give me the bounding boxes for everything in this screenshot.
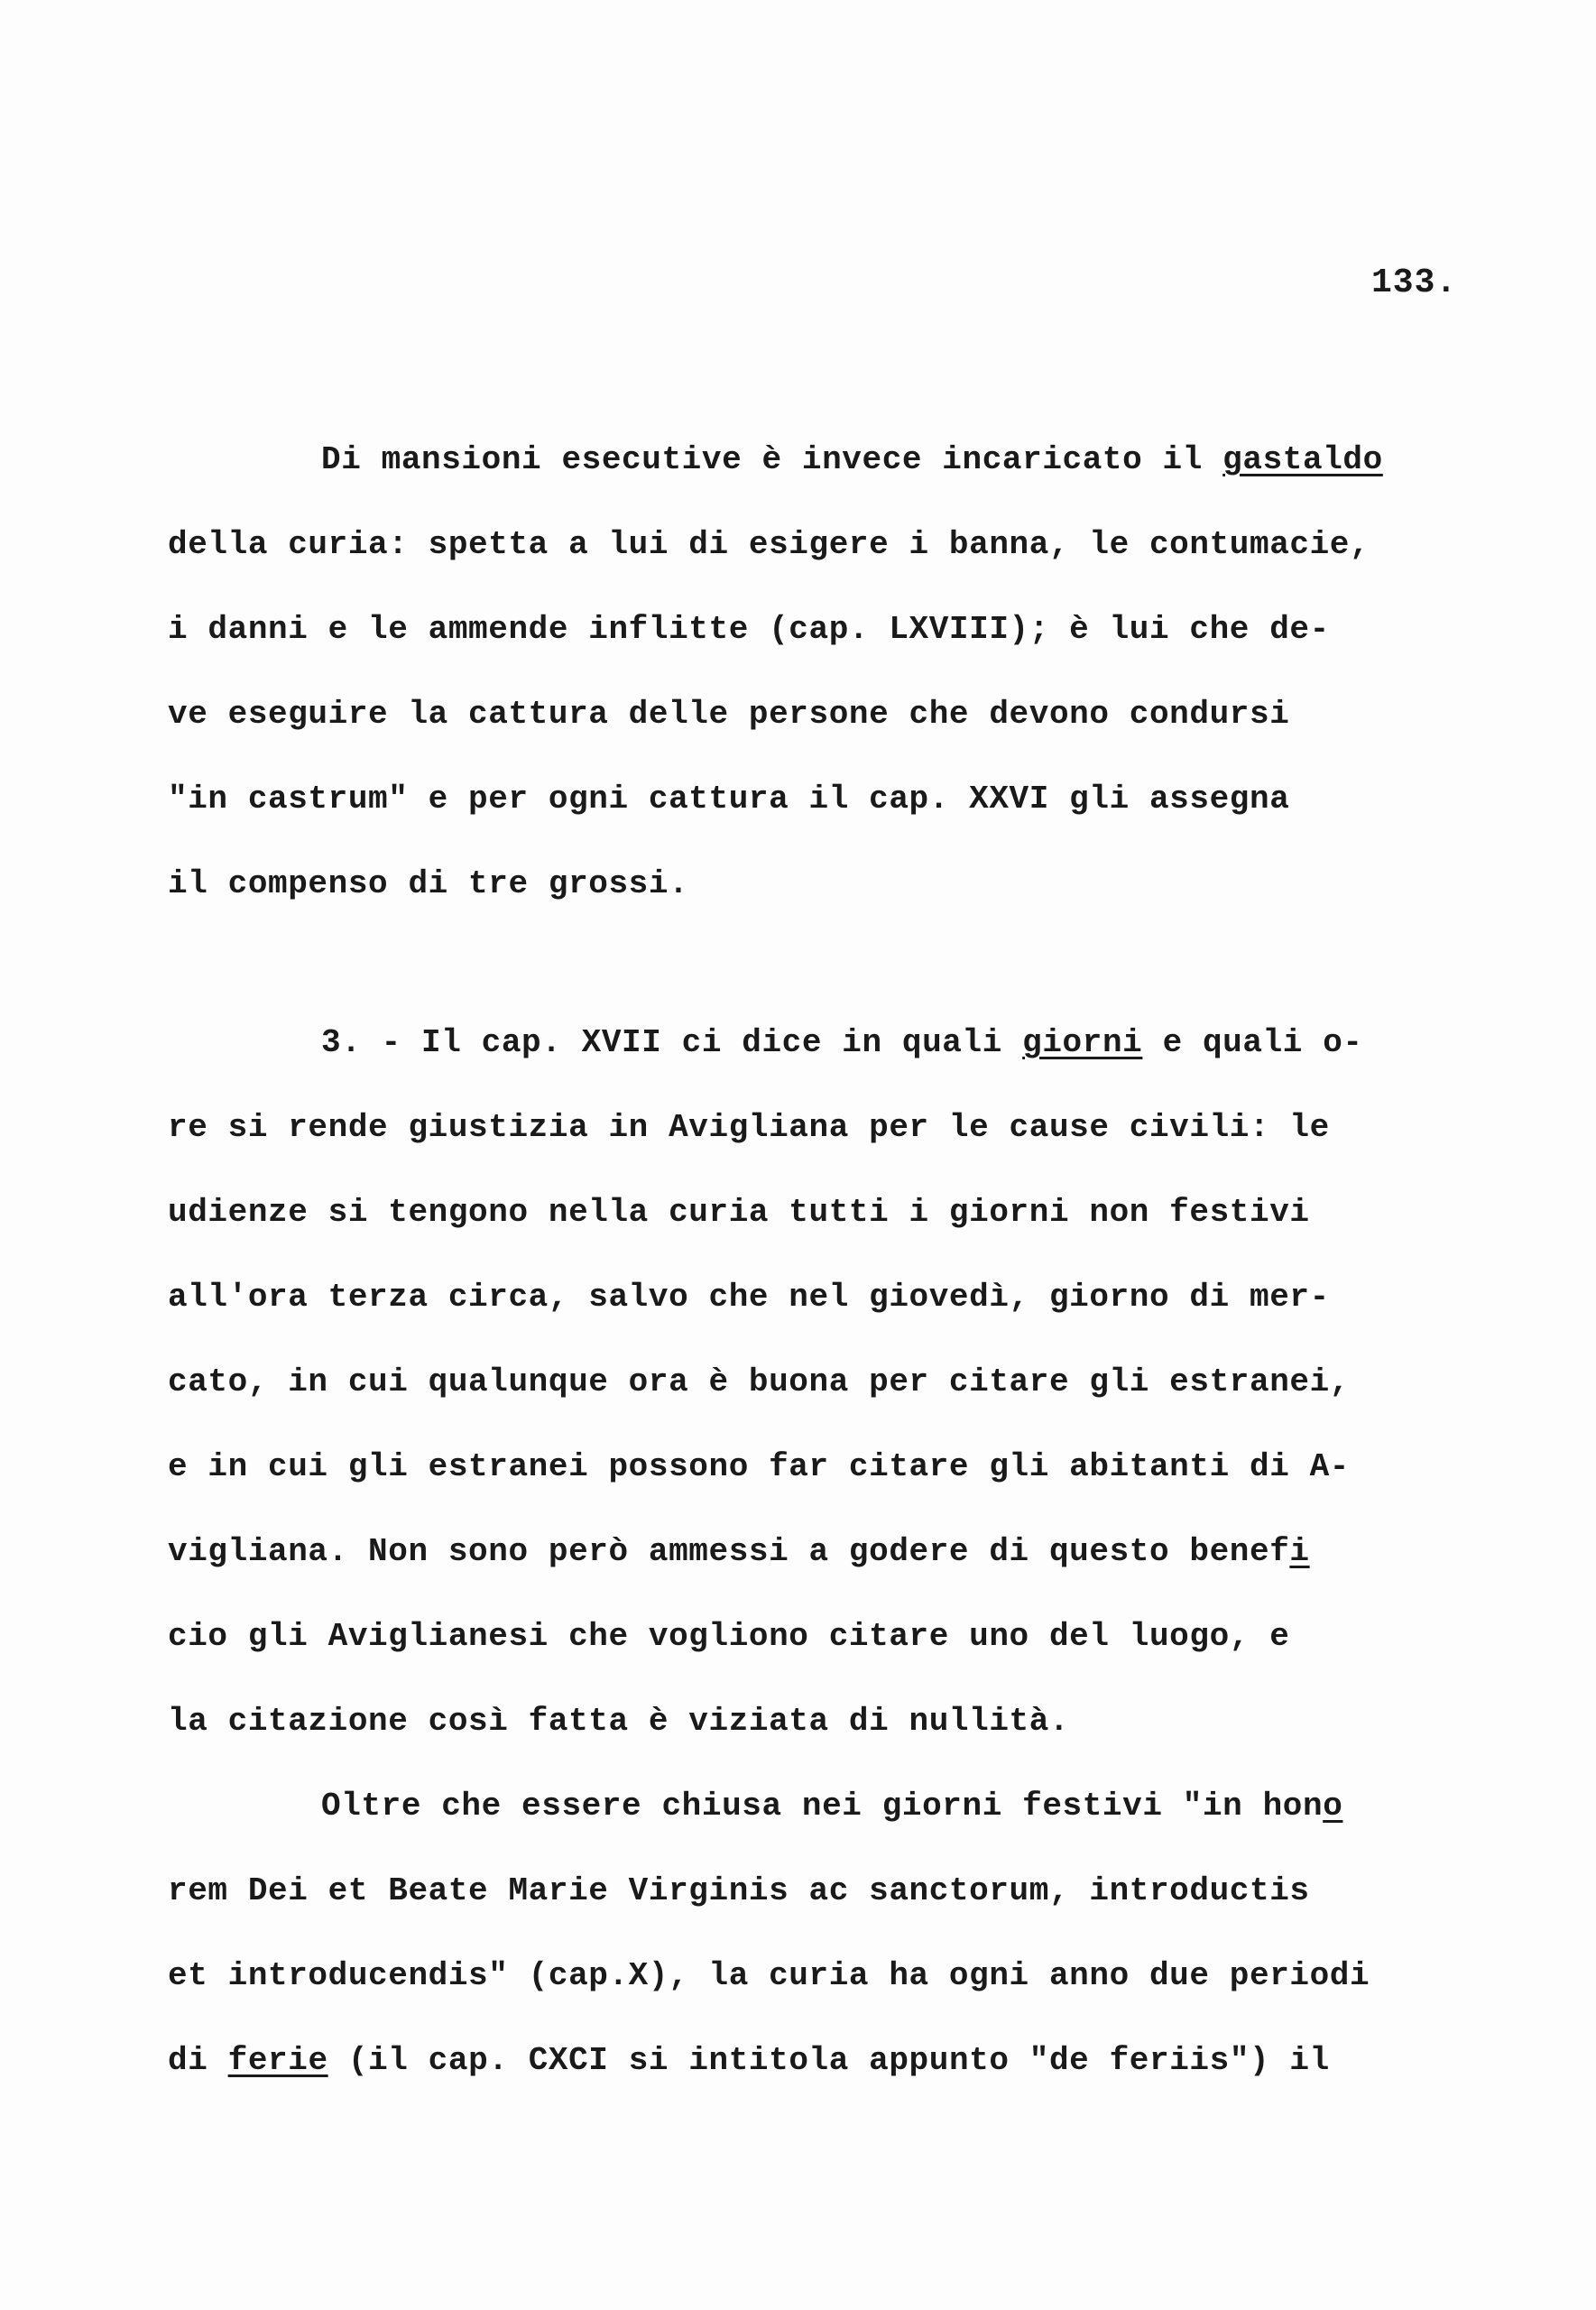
page-number: 133.	[1371, 263, 1458, 302]
text-segment: re si rende giustizia in Avigliana per le cause civili: le	[168, 1109, 1330, 1146]
underlined-text: gastaldo	[1222, 441, 1383, 478]
text-line	[168, 1193, 1310, 1233]
text-segment: e in cui gli estranei possono far citare gli abitanti di A-	[168, 1448, 1351, 1485]
text-segment: Oltre che essere chiusa nei giorni festivi "in hon	[321, 1788, 1324, 1825]
text-line	[321, 1023, 1363, 1063]
text-segment: all'ora terza circa, salvo che nel giovedì, giorno di mer-	[168, 1279, 1330, 1316]
text-line	[168, 1956, 1370, 1996]
text-line	[168, 780, 1289, 819]
text-segment: vigliana. Non sono però ammessi a godere di questo benef	[168, 1533, 1290, 1570]
text-segment: udienze si tengono nella curia tutti i giorni non festivi	[168, 1194, 1310, 1231]
text-segment: della curia: spetta a lui di esigere i banna, le contumacie,	[168, 526, 1370, 563]
text-line	[168, 1702, 1069, 1742]
text-line	[168, 2041, 1330, 2081]
text-segment: cio gli Aviglianesi che vogliono citare uno del luogo, e	[168, 1618, 1290, 1655]
text-segment: et introducendis" (cap.X), la curia ha ogni anno due periodi	[168, 1957, 1370, 1994]
underlined-text: o	[1323, 1788, 1343, 1825]
text-segment: di	[168, 2042, 228, 2079]
text-segment: ve eseguire la cattura delle persone che devono condursi	[168, 696, 1290, 733]
text-line	[321, 1787, 1342, 1826]
text-line	[168, 1108, 1330, 1148]
text-segment: cato, in cui qualunque ora è buona per citare gli estranei,	[168, 1363, 1351, 1400]
text-line	[168, 864, 688, 904]
text-segment: la citazione così fatta è viziata di nullità.	[168, 1703, 1070, 1740]
text-segment: (il cap. CXCI si intitola appunto "de feriis") il	[328, 2042, 1330, 2079]
text-line	[321, 440, 1383, 480]
text-line	[168, 1617, 1289, 1657]
text-segment: i danni e le ammende inflitte (cap. LXVIII); è lui che de-	[168, 611, 1330, 648]
text-segment: Di mansioni esecutive è invece incaricato il	[321, 441, 1223, 478]
text-line	[168, 695, 1289, 735]
text-line	[168, 1871, 1310, 1911]
underlined-text: ferie	[227, 2042, 328, 2079]
text-segment: il compenso di tre grossi.	[168, 865, 689, 902]
text-line	[168, 1278, 1330, 1317]
text-line	[168, 525, 1370, 565]
text-segment: 3. - Il cap. XVII ci dice in quali	[321, 1024, 1023, 1061]
text-line	[168, 1363, 1350, 1402]
text-line	[168, 610, 1330, 650]
text-line	[168, 1447, 1350, 1487]
text-segment: e quali o-	[1142, 1024, 1363, 1061]
underlined-text: giorni	[1022, 1024, 1143, 1061]
text-segment: "in castrum" e per ogni cattura il cap. XXVI gli assegna	[168, 781, 1290, 818]
underlined-text: i	[1289, 1533, 1310, 1570]
text-line	[168, 1532, 1310, 1572]
text-segment: rem Dei et Beate Marie Virginis ac sanctorum, introductis	[168, 1872, 1310, 1909]
